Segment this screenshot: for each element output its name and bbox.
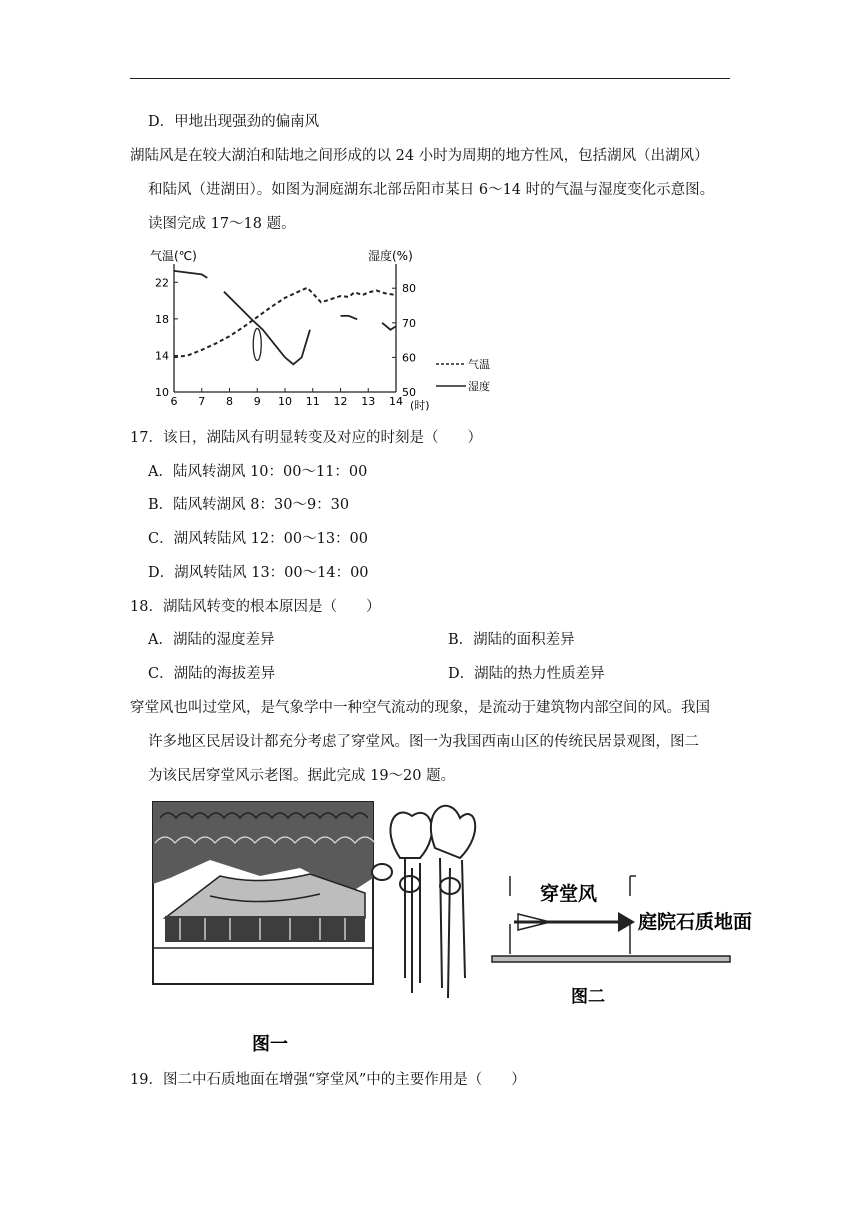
left-tick-label: 18 — [155, 312, 169, 326]
q17-option-d: D．湖风转陆风 13：00～14：00 — [148, 565, 369, 581]
humidity-series-line — [174, 271, 207, 278]
humidity-series-line — [224, 292, 310, 365]
figure1-village-sketch — [150, 798, 490, 1058]
x-tick-label: 7 — [198, 395, 206, 408]
humidity-series-line — [341, 316, 358, 319]
draft-wind-label: 穿堂风 — [540, 883, 598, 905]
left-tick-label: 22 — [155, 276, 169, 290]
right-tick-label: 60 — [402, 351, 416, 365]
right-tick-label: 80 — [402, 282, 416, 296]
series-layer — [174, 271, 396, 364]
q17-option-a: A．陆风转湖风 10：00～11：00 — [148, 464, 368, 480]
crossing-marker — [253, 328, 261, 360]
right-tick-label: 50 — [402, 386, 416, 399]
right-tick-label: 70 — [402, 316, 416, 330]
left-axis-label: 气温(℃) — [150, 249, 197, 263]
figure2-draft-diagram — [490, 868, 770, 1018]
x-axis-label: (时) — [410, 399, 430, 412]
right-axis-label: 湿度(%) — [368, 249, 413, 263]
q18-option-b: B．湖陆的面积差异 — [448, 632, 575, 648]
legend-temp-label: 气温 — [468, 358, 490, 371]
left-tick-label: 14 — [155, 349, 169, 363]
q17-option-c: C．湖风转陆风 12：00～13：00 — [148, 531, 369, 547]
figure2-caption: 图二 — [571, 987, 605, 1007]
passage2-line-3: 为该民居穿堂风示老图。据此完成 19～20 题。 — [148, 768, 456, 784]
humidity-series-line — [382, 323, 396, 330]
x-tick-label: 8 — [226, 395, 233, 408]
passage2-line-2: 许多地区民居设计都充分考虑了穿堂风。图一为我国西南山区的传统民居景观图，图二 — [148, 734, 699, 750]
temperature-humidity-chart — [148, 244, 508, 414]
q18-option-a: A．湖陆的湿度差异 — [148, 632, 275, 648]
left-tick-label: 10 — [155, 386, 169, 399]
q18-option-c: C．湖陆的海拔差异 — [148, 666, 276, 682]
legend-humidity-label: 湿度 — [468, 380, 490, 393]
passage-line-2: 和陆风（进湖田）。如图为洞庭湖东北部岳阳市某日 6～14 时的气温与湿度变化示意图。 — [148, 182, 715, 198]
passage-line-1: 湖陆风是在较大湖泊和陆地之间形成的以 24 小时为周期的地方性风，包括湖风（出湖风） — [130, 148, 709, 164]
passage2-line-1: 穿堂风也叫过堂风，是气象学中一种空气流动的现象，是流动于建筑物内部空间的风。我国 — [130, 700, 710, 716]
tick-layer — [155, 276, 416, 408]
passage-line-3: 读图完成 17～18 题。 — [148, 216, 296, 232]
x-tick-label: 13 — [361, 395, 376, 408]
header-rule — [130, 78, 730, 79]
q16-option-d: D．甲地出现强劲的偏南风 — [148, 114, 320, 130]
x-tick-label: 10 — [278, 395, 292, 408]
x-tick-label: 14 — [389, 395, 403, 408]
x-tick-label: 12 — [333, 395, 348, 408]
x-tick-label: 9 — [253, 395, 261, 408]
x-tick-label: 11 — [305, 395, 320, 408]
x-tick-label: 6 — [170, 395, 178, 408]
q17-option-b: B．陆风转湖风 8：30～9：30 — [148, 497, 350, 513]
q19-stem: 19．图二中石质地面在增强“穿堂风”中的主要作用是（ ） — [130, 1072, 526, 1088]
q18-stem: 18．湖陆风转变的根本原因是（ ） — [130, 599, 381, 615]
figure1-caption: 图一 — [252, 1034, 288, 1055]
q17-stem: 17．该日，湖陆风有明显转变及对应的时刻是（ ） — [130, 430, 482, 446]
q18-option-d: D．湖陆的热力性质差异 — [448, 666, 605, 682]
temperature-series-line — [174, 288, 396, 357]
stone-ground-label: 庭院石质地面 — [638, 911, 753, 933]
